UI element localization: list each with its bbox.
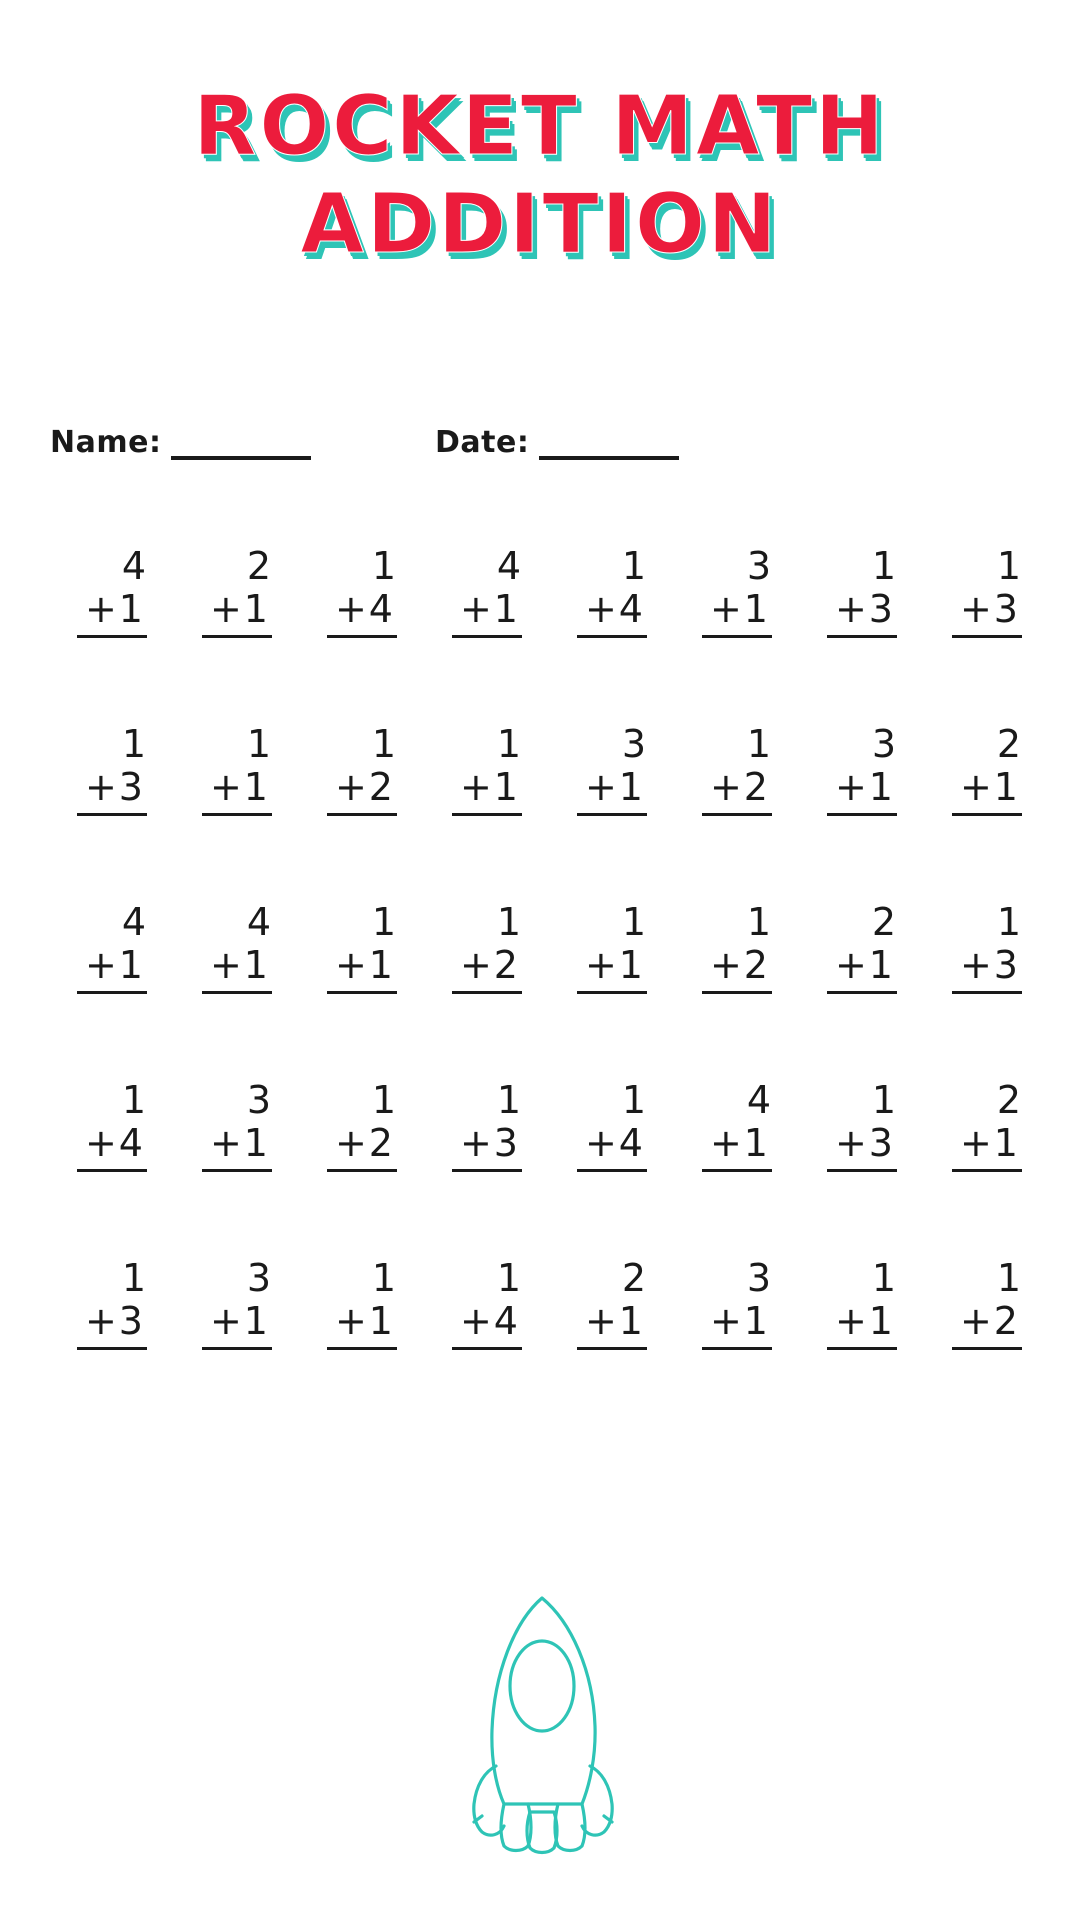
title-line-1: ROCKET MATH	[193, 79, 887, 174]
problem-addend-top: 4	[496, 544, 522, 588]
problem-addend-bottom: +1	[827, 1299, 897, 1350]
date-field-group	[435, 425, 679, 460]
problem-addend-bottom: +3	[452, 1121, 522, 1172]
problem-addend-top: 1	[496, 1256, 522, 1300]
math-problem	[665, 1257, 790, 1435]
problem-addend-top: 1	[246, 722, 272, 766]
problem-addend-top: 2	[996, 1078, 1022, 1122]
problem-addend-top: 1	[371, 1256, 397, 1300]
problem-addend-bottom: +4	[327, 587, 397, 638]
problem-addend-bottom: +1	[327, 943, 397, 994]
math-problem	[790, 901, 915, 1079]
problem-addend-bottom: +4	[77, 1121, 147, 1172]
problem-addend-bottom: +1	[577, 765, 647, 816]
problem-addend-top: 3	[621, 722, 647, 766]
math-problem	[165, 723, 290, 901]
date-label: Date:	[435, 425, 530, 460]
math-problem	[540, 723, 665, 901]
problem-addend-bottom: +4	[577, 1121, 647, 1172]
problem-addend-bottom: +2	[327, 765, 397, 816]
math-problem	[540, 545, 665, 723]
math-problem	[665, 1079, 790, 1257]
problem-addend-top: 1	[121, 722, 147, 766]
math-problem	[165, 1079, 290, 1257]
math-problem	[790, 1079, 915, 1257]
problem-addend-bottom: +3	[77, 765, 147, 816]
problem-addend-top: 3	[246, 1078, 272, 1122]
math-problem	[540, 1079, 665, 1257]
problem-addend-top: 3	[746, 544, 772, 588]
problem-addend-bottom: +3	[827, 587, 897, 638]
math-problem	[415, 901, 540, 1079]
problem-addend-top: 4	[246, 900, 272, 944]
math-problem	[40, 1257, 165, 1435]
problem-addend-bottom: +1	[952, 1121, 1022, 1172]
problem-addend-top: 1	[371, 900, 397, 944]
date-input-blank[interactable]	[539, 434, 679, 460]
math-problem	[415, 723, 540, 901]
problem-addend-top: 1	[621, 900, 647, 944]
problem-addend-bottom: +1	[202, 943, 272, 994]
problem-addend-bottom: +1	[202, 1121, 272, 1172]
math-problem	[40, 901, 165, 1079]
math-problem	[165, 545, 290, 723]
problem-addend-bottom: +1	[202, 587, 272, 638]
problem-addend-top: 1	[121, 1256, 147, 1300]
problem-addend-bottom: +1	[327, 1299, 397, 1350]
rocket-outline-icon	[430, 1590, 650, 1855]
math-problem	[915, 545, 1040, 723]
math-problem	[40, 1079, 165, 1257]
math-problem	[165, 1257, 290, 1435]
problem-addend-bottom: +1	[202, 765, 272, 816]
math-problem	[915, 1079, 1040, 1257]
problem-addend-top: 2	[996, 722, 1022, 766]
title-line-2: ADDITION	[300, 177, 780, 272]
problem-addend-top: 4	[746, 1078, 772, 1122]
math-problem	[540, 901, 665, 1079]
math-problem	[915, 1257, 1040, 1435]
problem-addend-bottom: +3	[827, 1121, 897, 1172]
worksheet-title	[0, 78, 1080, 274]
problem-addend-top: 1	[496, 722, 522, 766]
name-field-group	[50, 425, 311, 460]
problem-addend-top: 1	[996, 1256, 1022, 1300]
problem-addend-top: 2	[871, 900, 897, 944]
problem-addend-bottom: +3	[952, 587, 1022, 638]
problem-addend-top: 1	[746, 900, 772, 944]
problem-addend-bottom: +1	[452, 587, 522, 638]
problem-addend-bottom: +1	[77, 587, 147, 638]
problem-addend-top: 1	[121, 1078, 147, 1122]
problem-addend-top: 4	[121, 544, 147, 588]
student-info-row	[50, 425, 1030, 465]
problem-addend-bottom: +3	[77, 1299, 147, 1350]
math-problem	[290, 1079, 415, 1257]
problem-addend-bottom: +1	[77, 943, 147, 994]
problem-addend-bottom: +1	[702, 1121, 772, 1172]
math-problem	[790, 1257, 915, 1435]
problem-addend-top: 1	[621, 1078, 647, 1122]
name-input-blank[interactable]	[171, 434, 311, 460]
problem-addend-top: 2	[246, 544, 272, 588]
problem-addend-bottom: +1	[577, 1299, 647, 1350]
math-problem	[790, 545, 915, 723]
math-problem	[290, 1257, 415, 1435]
problem-addend-bottom: +2	[327, 1121, 397, 1172]
problem-addend-top: 1	[371, 544, 397, 588]
name-label: Name:	[50, 425, 162, 460]
math-problem	[40, 723, 165, 901]
problem-addend-top: 3	[746, 1256, 772, 1300]
problem-addend-top: 4	[121, 900, 147, 944]
problem-addend-bottom: +1	[202, 1299, 272, 1350]
problem-addend-bottom: +1	[952, 765, 1022, 816]
problem-addend-top: 2	[621, 1256, 647, 1300]
problem-addend-bottom: +2	[952, 1299, 1022, 1350]
problem-addend-top: 1	[746, 722, 772, 766]
problem-addend-top: 1	[496, 1078, 522, 1122]
problem-addend-top: 3	[246, 1256, 272, 1300]
problem-addend-top: 1	[871, 1256, 897, 1300]
problem-addend-top: 1	[371, 1078, 397, 1122]
problem-addend-bottom: +2	[452, 943, 522, 994]
math-problem	[290, 901, 415, 1079]
math-problem	[415, 1257, 540, 1435]
math-problem	[915, 901, 1040, 1079]
math-problem	[415, 545, 540, 723]
math-problem	[915, 723, 1040, 901]
problem-addend-bottom: +1	[827, 765, 897, 816]
problem-addend-bottom: +4	[452, 1299, 522, 1350]
math-problem	[165, 901, 290, 1079]
problem-addend-bottom: +2	[702, 943, 772, 994]
problem-addend-top: 1	[996, 900, 1022, 944]
problem-addend-top: 1	[871, 1078, 897, 1122]
math-problem	[290, 723, 415, 901]
problem-addend-top: 1	[621, 544, 647, 588]
problem-addend-bottom: +1	[702, 1299, 772, 1350]
problem-addend-bottom: +1	[702, 587, 772, 638]
problem-addend-bottom: +4	[577, 587, 647, 638]
problem-addend-bottom: +2	[702, 765, 772, 816]
math-problem	[665, 545, 790, 723]
problem-addend-top: 1	[996, 544, 1022, 588]
math-problem	[665, 723, 790, 901]
problem-grid	[40, 545, 1040, 1435]
problem-addend-bottom: +1	[827, 943, 897, 994]
problem-addend-bottom: +3	[952, 943, 1022, 994]
math-problem	[415, 1079, 540, 1257]
math-problem	[790, 723, 915, 901]
math-problem	[665, 901, 790, 1079]
math-problem	[540, 1257, 665, 1435]
problem-addend-top: 1	[371, 722, 397, 766]
problem-addend-bottom: +1	[452, 765, 522, 816]
problem-addend-bottom: +1	[577, 943, 647, 994]
math-problem	[40, 545, 165, 723]
problem-addend-top: 1	[496, 900, 522, 944]
math-problem	[290, 545, 415, 723]
problem-addend-top: 1	[871, 544, 897, 588]
problem-addend-top: 3	[871, 722, 897, 766]
